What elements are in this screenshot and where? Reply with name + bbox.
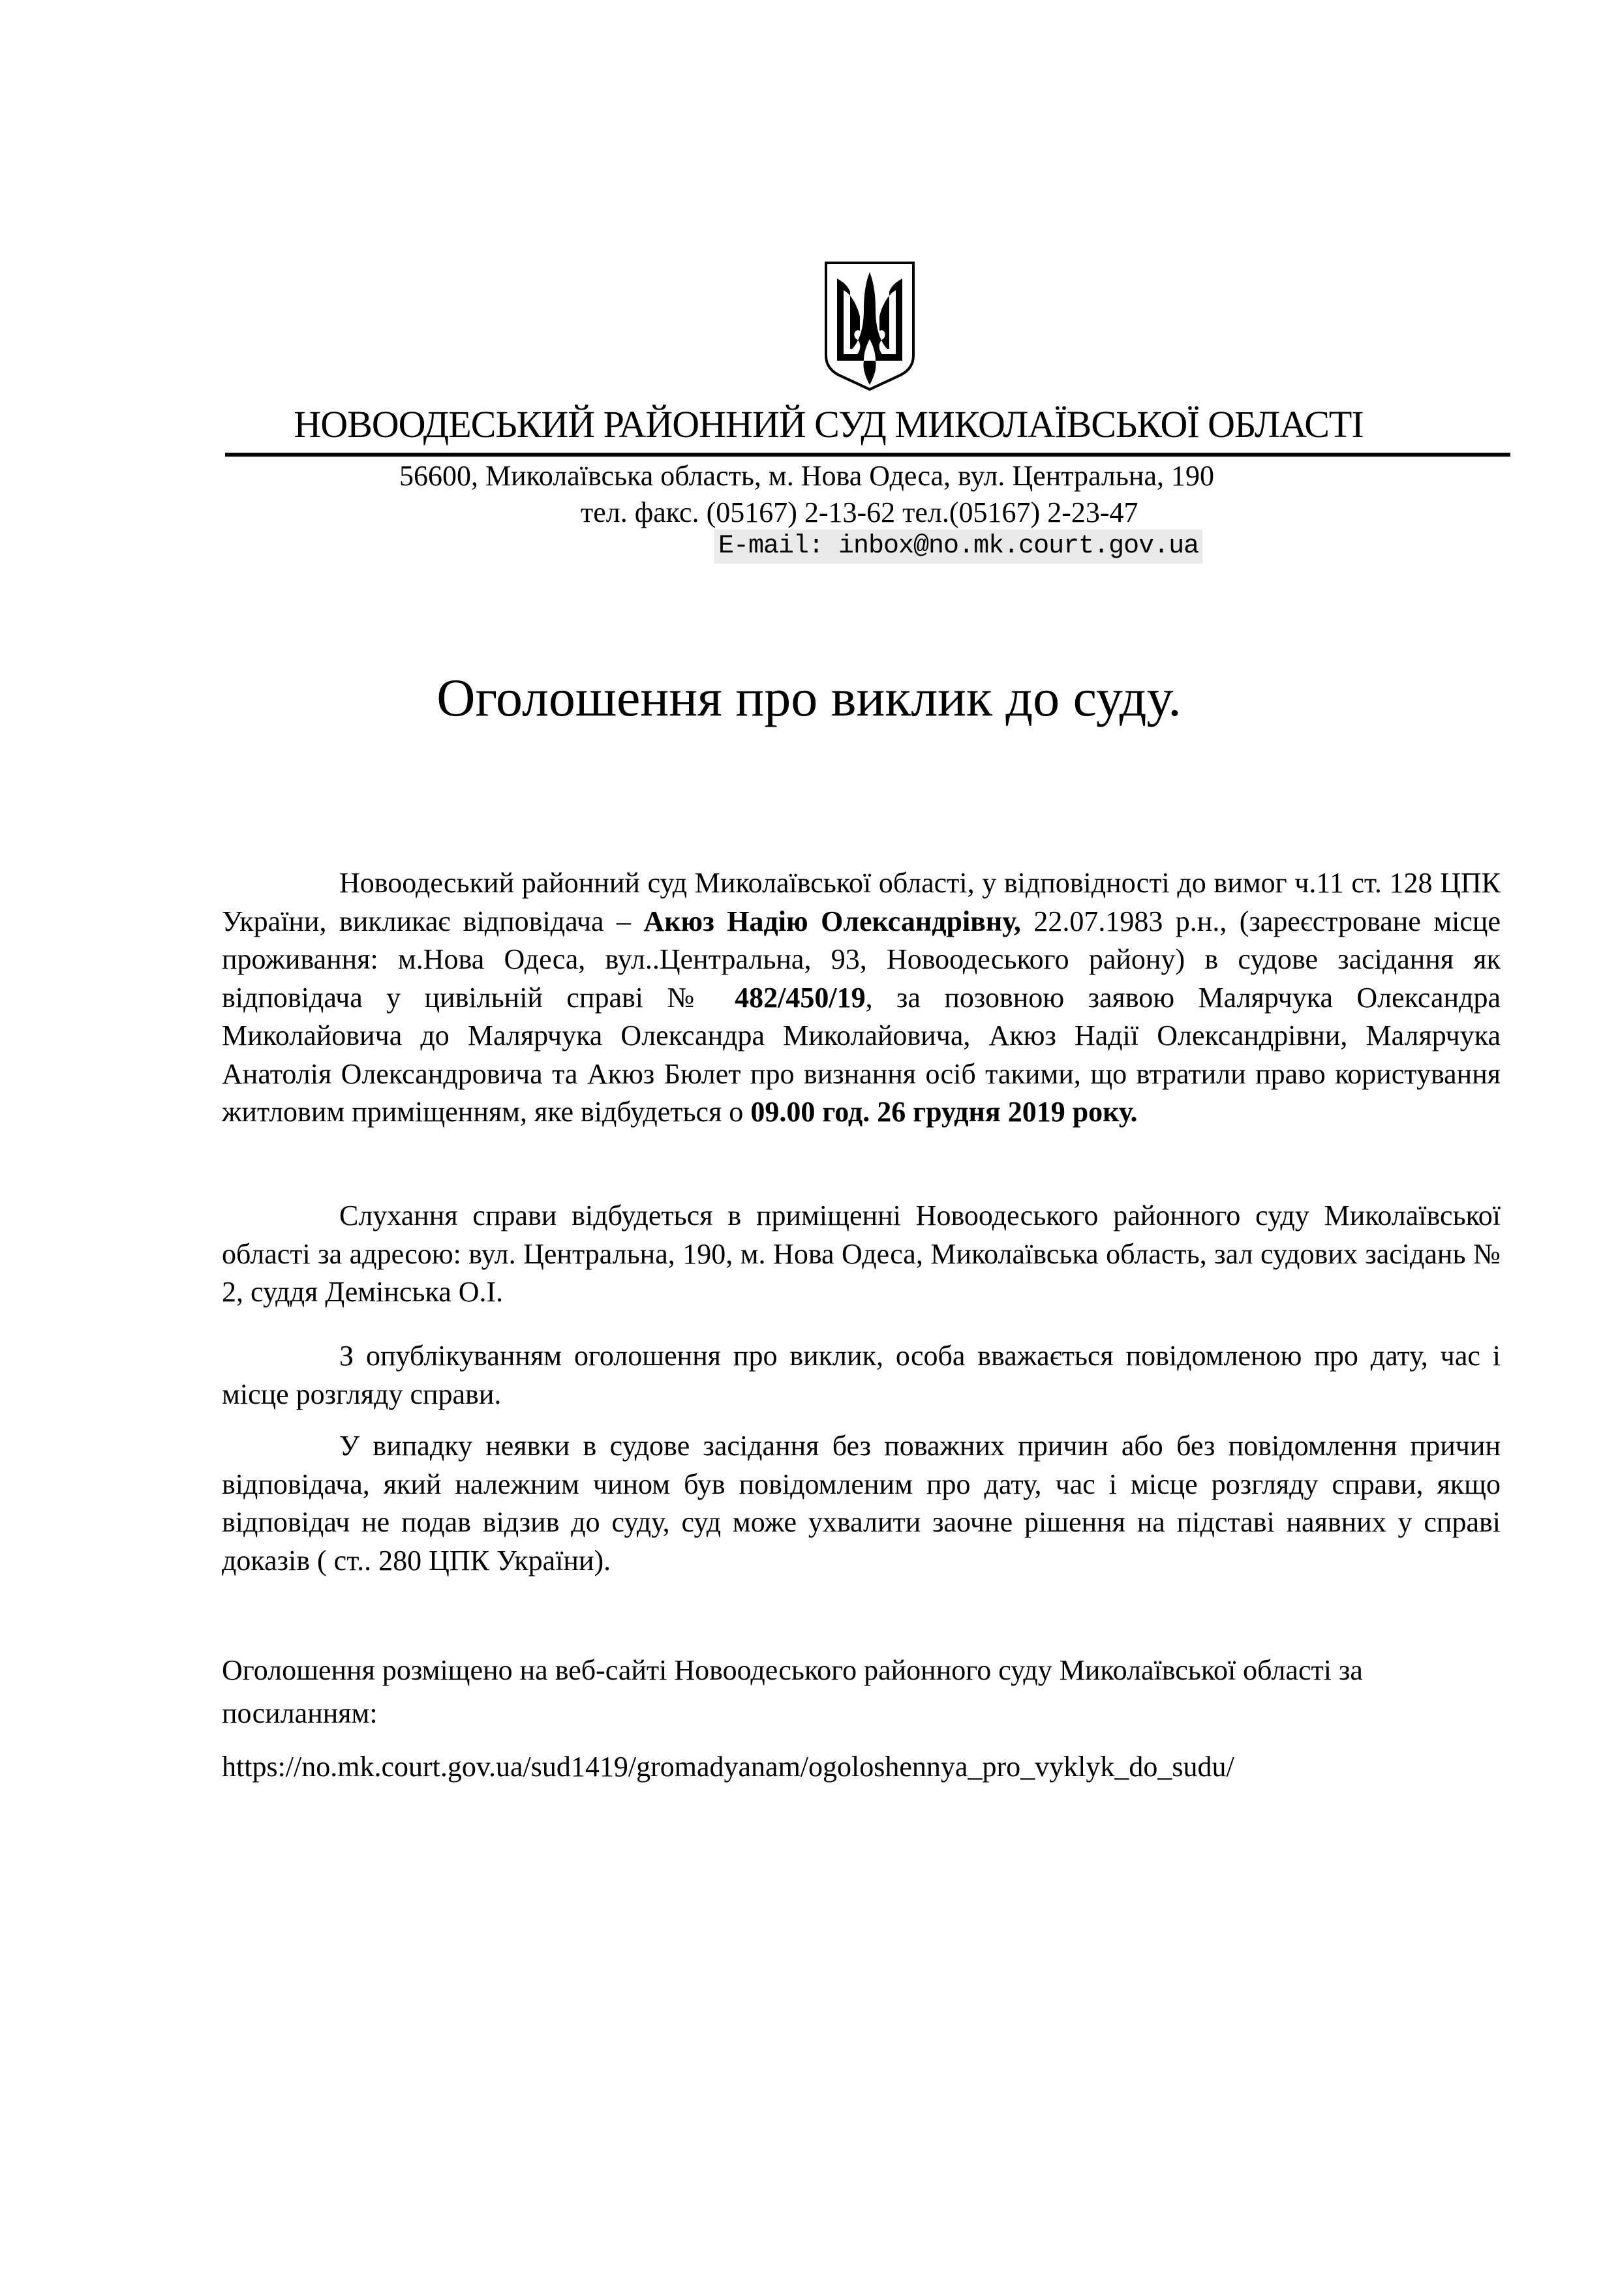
publication-text: Оголошення розміщено на веб-сайті Новоодеського районного суду Миколаївської області за посиланням: [222,1654,1363,1729]
case-number: 482/450/19 [735,981,866,1014]
hearing-datetime: 09.00 год. 26 грудня 2019 року. [750,1096,1138,1128]
absence-consequences-text: У випадку неявки в судове засідання без поважних причин або без повідомлення причин відповідача, який належним чином був повідомленим про дату, час і місце розгляду справи, якщо відповідач не подав відзив до суду, суд може ухвалити заочне рішення на підставі наявних у справі доказів ( ст.. 280 ЦПК України). [222,1430,1501,1577]
trident-coat-of-arms-icon [821,258,919,395]
publication-url-link[interactable]: https://no.mk.court.gov.ua/sud1419/gromadyanam/ogoloshennya_pro_vyklyk_do_sudu/ [222,1751,1234,1783]
publication-paragraph [222,1649,1501,1735]
header-divider [225,453,1510,457]
court-phones: тел. факс. (05167) 2-13-62 тел.(05167) 2-23-47 [581,496,1138,528]
document-title: Оголошення про виклик до суду. [436,668,1182,727]
publication-url-block [222,1748,1501,1787]
notification-paragraph [222,1337,1501,1413]
court-email: E-mail: inbox@no.mk.court.gov.ua [714,530,1202,564]
hearing-location-paragraph [222,1197,1501,1312]
summons-text-1: Новоодеський районний суд Миколаївської області, у відповідності до вимог ч.11 ст. 128 ЦПК України, викликає відповідача – [222,867,1501,937]
court-address: 56600, Миколаївська область, м. Нова Одеса, вул. Центральна, 190 [399,460,1214,492]
summons-text-2: 22.07.1983 р.н., (зареєстроване місце проживання: м.Нова Одеса, вул..Центральна, 93, Новоодеського району) в судове засідання як відповідача у цивільній справі № [222,905,1501,1014]
defendant-name: Акюз Надію Олександрівну, [643,905,1021,937]
absence-consequences-paragraph [222,1427,1501,1580]
hearing-location-text: Слухання справи відбудеться в приміщенні Новоодеського районного суду Миколаївської області за адресою: вул. Центральна, 190, м. Нова Одеса, Миколаївська область, зал судових засідань № 2, суддя Демінська О.І. [222,1200,1501,1308]
court-name-heading: НОВООДЕСЬКИЙ РАЙОННИЙ СУД МИКОЛАЇВСЬКОЇ ОБЛАСТІ [294,403,1364,446]
notification-text: З опублікуванням оголошення про виклик, особа вважається повідомленою про дату, час і місце розгляду справи. [222,1340,1501,1410]
summons-paragraph [222,864,1501,1132]
summons-text-3: , за позовною заявою Малярчука Олександра Миколайовича до Малярчука Олександра Миколайовича, Акюз Надії Олександрівни, Малярчука Анатолія Олександровича та Акюз Бюлет про визнання осіб такими, що втратили право користування житловим приміщенням, яке відбудеться о [222,981,1501,1128]
